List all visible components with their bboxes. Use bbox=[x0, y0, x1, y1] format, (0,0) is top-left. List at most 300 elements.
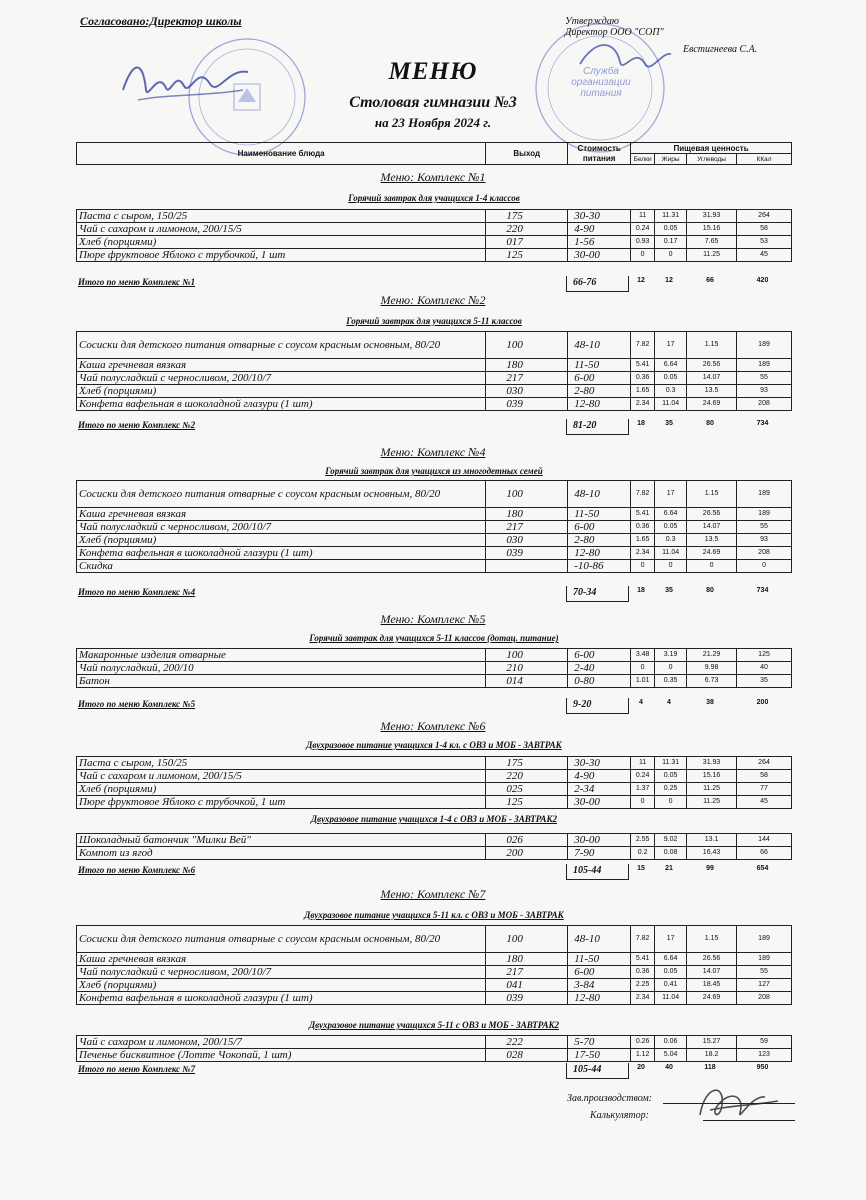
dish-proteins: 1.01 bbox=[631, 675, 655, 688]
group-subtitle: Горячий завтрак для учащихся 1-4 классов bbox=[348, 193, 520, 203]
approved-right-line1: Утверждаю bbox=[565, 16, 619, 27]
dish-kcal: 77 bbox=[737, 783, 792, 796]
dish-output: 220 bbox=[486, 770, 568, 783]
menu-table bbox=[76, 925, 792, 1005]
total-cost: 105-44 bbox=[566, 864, 629, 880]
dish-fats: 0.08 bbox=[655, 847, 687, 860]
dish-carbs: 11.25 bbox=[687, 796, 737, 809]
dish-fats: 17 bbox=[655, 332, 687, 359]
dish-carbs: 15.27 bbox=[687, 1036, 737, 1049]
dish-proteins: 11 bbox=[631, 757, 655, 770]
dish-carbs: 15.16 bbox=[687, 770, 737, 783]
table-row bbox=[77, 372, 792, 385]
dish-fats: 0.06 bbox=[655, 1036, 687, 1049]
total-kcal: 734 bbox=[756, 587, 769, 594]
dish-cost: 2-80 bbox=[568, 534, 631, 547]
dish-fats: 5.04 bbox=[655, 1049, 687, 1062]
table-row bbox=[77, 979, 792, 992]
complex-title: Меню: Комплекс №2 bbox=[380, 293, 486, 307]
header-cost: Стоимость питания bbox=[568, 143, 631, 165]
calculator-line bbox=[703, 1120, 795, 1121]
group-subtitle: Двухразовое питание учащихся 1-4 с ОВЗ и МОБ - ЗАВТРАК2 bbox=[310, 814, 558, 824]
dish-name: Сосиски для детского питания отварные с соусом красным основным, 80/20 bbox=[77, 332, 486, 359]
table-row bbox=[77, 534, 792, 547]
dish-carbs: 16.43 bbox=[687, 847, 737, 860]
dish-cost: 6-00 bbox=[568, 372, 631, 385]
dish-proteins: 5.41 bbox=[631, 359, 655, 372]
dish-carbs: 14.07 bbox=[687, 521, 737, 534]
total-carbs: 66 bbox=[706, 277, 714, 284]
dish-carbs: 26.56 bbox=[687, 508, 737, 521]
dish-cost: 6-00 bbox=[568, 521, 631, 534]
dish-cost: 1-56 bbox=[568, 236, 631, 249]
dish-proteins: 0.93 bbox=[631, 236, 655, 249]
dish-name: Хлеб (порциями) bbox=[77, 385, 486, 398]
dish-output: 100 bbox=[486, 926, 568, 953]
total-label: Итого по меню Комплекс №2 bbox=[78, 420, 196, 430]
table-row bbox=[77, 560, 792, 573]
dish-proteins: 0.36 bbox=[631, 372, 655, 385]
dish-output: 030 bbox=[486, 534, 568, 547]
total-kcal: 420 bbox=[756, 277, 769, 284]
dish-carbs: 15.16 bbox=[687, 223, 737, 236]
dish-name: Хлеб (порциями) bbox=[77, 783, 486, 796]
production-head-line bbox=[663, 1103, 795, 1104]
dish-output: 028 bbox=[486, 1049, 568, 1062]
dish-carbs: 9.98 bbox=[687, 662, 737, 675]
total-proteins: 18 bbox=[637, 420, 645, 427]
header-carbs: Углеводы bbox=[687, 154, 737, 165]
table-row bbox=[77, 770, 792, 783]
dish-fats: 11.04 bbox=[655, 547, 687, 560]
dish-carbs: 13.1 bbox=[687, 834, 737, 847]
dish-name: Конфета вафельная в шоколадной глазури (1 шт) bbox=[77, 398, 486, 411]
calculator-label: Калькулятор: bbox=[590, 1110, 649, 1121]
dish-kcal: 59 bbox=[737, 1036, 792, 1049]
complex-total bbox=[76, 864, 792, 880]
dish-name: Каша гречневая вязкая bbox=[77, 953, 486, 966]
dish-cost: 0-80 bbox=[568, 675, 631, 688]
dish-name: Конфета вафельная в шоколадной глазури (1 шт) bbox=[77, 992, 486, 1005]
dish-carbs: 1.15 bbox=[687, 332, 737, 359]
dish-proteins: 2.25 bbox=[631, 979, 655, 992]
header-output: Выход bbox=[486, 143, 568, 165]
dish-cost: 12-80 bbox=[568, 992, 631, 1005]
dish-carbs: 7.65 bbox=[687, 236, 737, 249]
dish-kcal: 208 bbox=[737, 547, 792, 560]
dish-output: 125 bbox=[486, 249, 568, 262]
menu-table bbox=[76, 648, 792, 688]
total-carbs: 80 bbox=[706, 587, 714, 594]
dish-cost: -10-86 bbox=[568, 560, 631, 573]
dish-name: Чай с сахаром и лимоном, 200/15/5 bbox=[77, 770, 486, 783]
table-row bbox=[77, 223, 792, 236]
dish-kcal: 45 bbox=[737, 249, 792, 262]
dish-proteins: 1.65 bbox=[631, 534, 655, 547]
dish-output: 125 bbox=[486, 796, 568, 809]
dish-kcal: 208 bbox=[737, 992, 792, 1005]
dish-kcal: 189 bbox=[737, 359, 792, 372]
complex-total bbox=[76, 419, 792, 435]
dish-output: 039 bbox=[486, 398, 568, 411]
group-subtitle: Двухразовое питание учащихся 1-4 кл. с ОВЗ и МОБ - ЗАВТРАК bbox=[306, 740, 562, 750]
total-kcal: 654 bbox=[756, 865, 769, 872]
dish-cost: 17-50 bbox=[568, 1049, 631, 1062]
dish-output: 026 bbox=[486, 834, 568, 847]
dish-cost: 11-50 bbox=[568, 953, 631, 966]
dish-name: Чай полусладкий с черносливом, 200/10/7 bbox=[77, 521, 486, 534]
dish-cost: 11-50 bbox=[568, 359, 631, 372]
dish-cost: 30-00 bbox=[568, 796, 631, 809]
dish-name: Сосиски для детского питания отварные с соусом красным основным, 80/20 bbox=[77, 481, 486, 508]
dish-output: 100 bbox=[486, 332, 568, 359]
total-fats: 40 bbox=[665, 1064, 673, 1071]
total-cost: 81-20 bbox=[566, 419, 629, 435]
dish-kcal: 123 bbox=[737, 1049, 792, 1062]
dish-fats: 0.05 bbox=[655, 223, 687, 236]
header-proteins: Белки bbox=[631, 154, 655, 165]
dish-output: 222 bbox=[486, 1036, 568, 1049]
total-label: Итого по меню Комплекс №1 bbox=[78, 277, 196, 287]
table-row bbox=[77, 966, 792, 979]
dish-kcal: 144 bbox=[737, 834, 792, 847]
dish-fats: 6.64 bbox=[655, 953, 687, 966]
header-name: Наименование блюда bbox=[77, 143, 486, 165]
dish-proteins: 7.82 bbox=[631, 332, 655, 359]
table-row bbox=[77, 953, 792, 966]
dish-carbs: 14.07 bbox=[687, 372, 737, 385]
total-cost: 9-20 bbox=[566, 698, 629, 714]
dish-output: 217 bbox=[486, 372, 568, 385]
dish-proteins: 0 bbox=[631, 249, 655, 262]
dish-kcal: 93 bbox=[737, 534, 792, 547]
dish-cost: 30-00 bbox=[568, 834, 631, 847]
dish-proteins: 11 bbox=[631, 210, 655, 223]
dish-carbs: 24.69 bbox=[687, 547, 737, 560]
dish-proteins: 3.48 bbox=[631, 649, 655, 662]
total-cost: 105-44 bbox=[566, 1063, 629, 1079]
dish-carbs: 11.25 bbox=[687, 249, 737, 262]
dish-kcal: 58 bbox=[737, 770, 792, 783]
total-proteins: 20 bbox=[637, 1064, 645, 1071]
dish-cost: 6-00 bbox=[568, 966, 631, 979]
total-fats: 35 bbox=[665, 587, 673, 594]
dish-cost: 48-10 bbox=[568, 332, 631, 359]
group-subtitle: Двухразовое питание учащихся 5-11 с ОВЗ и МОБ - ЗАВТРАК2 bbox=[308, 1020, 560, 1030]
dish-proteins: 7.82 bbox=[631, 481, 655, 508]
group-subtitle: Двухразовое питание учащихся 5-11 кл. с ОВЗ и МОБ - ЗАВТРАК bbox=[304, 910, 564, 920]
dish-name: Макаронные изделия отварные bbox=[77, 649, 486, 662]
dish-proteins: 0 bbox=[631, 560, 655, 573]
total-carbs: 99 bbox=[706, 865, 714, 872]
table-row bbox=[77, 847, 792, 860]
total-kcal: 734 bbox=[756, 420, 769, 427]
table-row bbox=[77, 1049, 792, 1062]
table-row bbox=[77, 547, 792, 560]
complex-total bbox=[76, 276, 792, 292]
dish-fats: 0.05 bbox=[655, 966, 687, 979]
dish-carbs: 6.73 bbox=[687, 675, 737, 688]
dish-output: 030 bbox=[486, 385, 568, 398]
dish-output: 220 bbox=[486, 223, 568, 236]
dish-carbs: 24.69 bbox=[687, 398, 737, 411]
dish-name: Паста с сыром, 150/25 bbox=[77, 210, 486, 223]
total-proteins: 18 bbox=[637, 587, 645, 594]
menu-table bbox=[76, 331, 792, 411]
table-row bbox=[77, 332, 792, 359]
dish-carbs: 18.45 bbox=[687, 979, 737, 992]
table-row bbox=[77, 385, 792, 398]
table-row bbox=[77, 249, 792, 262]
total-cost: 70-34 bbox=[566, 586, 629, 602]
dish-cost: 30-00 bbox=[568, 249, 631, 262]
table-row bbox=[77, 757, 792, 770]
dish-output: 200 bbox=[486, 847, 568, 860]
dish-proteins: 2.34 bbox=[631, 398, 655, 411]
dish-carbs: 26.56 bbox=[687, 359, 737, 372]
dish-output: 217 bbox=[486, 521, 568, 534]
dish-carbs: 0 bbox=[687, 560, 737, 573]
dish-name: Хлеб (порциями) bbox=[77, 979, 486, 992]
table-row bbox=[77, 834, 792, 847]
dish-cost: 30-30 bbox=[568, 757, 631, 770]
dish-output: 180 bbox=[486, 508, 568, 521]
dish-proteins: 1.65 bbox=[631, 385, 655, 398]
page-subtitle: Столовая гимназии №3 bbox=[349, 94, 517, 111]
stamp-line: питания bbox=[580, 88, 622, 99]
table-row bbox=[77, 508, 792, 521]
dish-fats: 11.31 bbox=[655, 757, 687, 770]
dish-carbs: 24.69 bbox=[687, 992, 737, 1005]
dish-fats: 0.3 bbox=[655, 534, 687, 547]
dish-kcal: 66 bbox=[737, 847, 792, 860]
dish-kcal: 55 bbox=[737, 521, 792, 534]
dish-output: 039 bbox=[486, 992, 568, 1005]
table-row bbox=[77, 236, 792, 249]
dish-kcal: 93 bbox=[737, 385, 792, 398]
table-row bbox=[77, 210, 792, 223]
dish-name: Каша гречневая вязкая bbox=[77, 359, 486, 372]
table-row bbox=[77, 359, 792, 372]
dish-carbs: 18.2 bbox=[687, 1049, 737, 1062]
total-fats: 12 bbox=[665, 277, 673, 284]
dish-output: 180 bbox=[486, 359, 568, 372]
dish-kcal: 189 bbox=[737, 508, 792, 521]
dish-fats: 0.25 bbox=[655, 783, 687, 796]
table-row bbox=[77, 1036, 792, 1049]
dish-kcal: 55 bbox=[737, 372, 792, 385]
dish-fats: 6.64 bbox=[655, 508, 687, 521]
dish-proteins: 5.41 bbox=[631, 508, 655, 521]
complex-title: Меню: Комплекс №7 bbox=[380, 887, 486, 901]
dish-cost: 48-10 bbox=[568, 481, 631, 508]
dish-proteins: 0.24 bbox=[631, 223, 655, 236]
table-row bbox=[77, 662, 792, 675]
total-fats: 21 bbox=[665, 865, 673, 872]
total-label: Итого по меню Комплекс №6 bbox=[78, 865, 196, 875]
dish-proteins: 0 bbox=[631, 662, 655, 675]
approved-right bbox=[565, 16, 758, 55]
dish-kcal: 53 bbox=[737, 236, 792, 249]
dish-proteins: 0.36 bbox=[631, 966, 655, 979]
dish-name: Хлеб (порциями) bbox=[77, 236, 486, 249]
dish-cost: 12-80 bbox=[568, 398, 631, 411]
dish-kcal: 0 bbox=[737, 560, 792, 573]
dish-kcal: 125 bbox=[737, 649, 792, 662]
table-row bbox=[77, 992, 792, 1005]
dish-cost: 2-80 bbox=[568, 385, 631, 398]
complex-total bbox=[76, 586, 792, 602]
header-fats: Жиры bbox=[655, 154, 687, 165]
dish-cost: 30-30 bbox=[568, 210, 631, 223]
dish-fats: 0 bbox=[655, 249, 687, 262]
dish-proteins: 5.41 bbox=[631, 953, 655, 966]
dish-fats: 11.04 bbox=[655, 398, 687, 411]
approved-right-name: Евстигнеева С.А. bbox=[683, 44, 758, 55]
dish-proteins: 0 bbox=[631, 796, 655, 809]
dish-output: 017 bbox=[486, 236, 568, 249]
dish-output bbox=[486, 560, 568, 573]
dish-name: Сосиски для детского питания отварные с соусом красным основным, 80/20 bbox=[77, 926, 486, 953]
dish-cost: 3-84 bbox=[568, 979, 631, 992]
dish-carbs: 31.93 bbox=[687, 210, 737, 223]
menu-table bbox=[76, 209, 792, 262]
menu-table bbox=[76, 756, 792, 809]
dish-cost: 2-40 bbox=[568, 662, 631, 675]
dish-kcal: 35 bbox=[737, 675, 792, 688]
dish-proteins: 0.36 bbox=[631, 521, 655, 534]
table-row bbox=[77, 796, 792, 809]
dish-fats: 0.05 bbox=[655, 521, 687, 534]
menu-date: на 23 Ноября 2024 г. bbox=[374, 115, 492, 130]
dish-name: Чай полусладкий, 200/10 bbox=[77, 662, 486, 675]
total-kcal: 200 bbox=[756, 699, 769, 706]
dish-fats: 0.35 bbox=[655, 675, 687, 688]
dish-carbs: 26.56 bbox=[687, 953, 737, 966]
menu-table bbox=[76, 480, 792, 573]
dish-name: Скидка bbox=[77, 560, 486, 573]
total-label: Итого по меню Комплекс №7 bbox=[78, 1064, 196, 1074]
dish-name: Печенье бисквитное (Лотте Чокопай, 1 шт) bbox=[77, 1049, 486, 1062]
dish-output: 025 bbox=[486, 783, 568, 796]
dish-fats: 0.41 bbox=[655, 979, 687, 992]
dish-proteins: 0.24 bbox=[631, 770, 655, 783]
dish-output: 039 bbox=[486, 547, 568, 560]
dish-fats: 0.05 bbox=[655, 770, 687, 783]
dish-fats: 0.05 bbox=[655, 372, 687, 385]
dish-kcal: 40 bbox=[737, 662, 792, 675]
dish-carbs: 1.15 bbox=[687, 481, 737, 508]
dish-proteins: 2.55 bbox=[631, 834, 655, 847]
dish-carbs: 14.07 bbox=[687, 966, 737, 979]
dish-carbs: 21.29 bbox=[687, 649, 737, 662]
menu-table bbox=[76, 833, 792, 860]
total-proteins: 15 bbox=[637, 865, 645, 872]
dish-carbs: 1.15 bbox=[687, 926, 737, 953]
dish-fats: 17 bbox=[655, 481, 687, 508]
dish-proteins: 1.37 bbox=[631, 783, 655, 796]
complex-total bbox=[76, 698, 792, 714]
dish-kcal: 127 bbox=[737, 979, 792, 992]
dish-carbs: 13.5 bbox=[687, 534, 737, 547]
table-row bbox=[77, 398, 792, 411]
stamp-line: организации bbox=[571, 77, 631, 88]
dish-carbs: 31.93 bbox=[687, 757, 737, 770]
dish-fats: 3.19 bbox=[655, 649, 687, 662]
dish-name: Пюре фруктовое Яблоко с трубочкой, 1 шт bbox=[77, 249, 486, 262]
dish-output: 217 bbox=[486, 966, 568, 979]
table-row bbox=[77, 649, 792, 662]
dish-fats: 11.31 bbox=[655, 210, 687, 223]
total-label: Итого по меню Комплекс №5 bbox=[78, 699, 196, 709]
table-row bbox=[77, 521, 792, 534]
dish-cost: 2-34 bbox=[568, 783, 631, 796]
dish-output: 175 bbox=[486, 210, 568, 223]
approved-left: Согласовано:Директор школы bbox=[80, 14, 242, 28]
dish-output: 014 bbox=[486, 675, 568, 688]
dish-cost: 12-80 bbox=[568, 547, 631, 560]
dish-kcal: 189 bbox=[737, 953, 792, 966]
dish-cost: 6-00 bbox=[568, 649, 631, 662]
dish-name: Конфета вафельная в шоколадной глазури (1 шт) bbox=[77, 547, 486, 560]
complex-title: Меню: Комплекс №4 bbox=[380, 445, 486, 459]
dish-kcal: 189 bbox=[737, 481, 792, 508]
dish-cost: 7-90 bbox=[568, 847, 631, 860]
dish-name: Компот из ягод bbox=[77, 847, 486, 860]
dish-proteins: 2.34 bbox=[631, 547, 655, 560]
total-carbs: 38 bbox=[706, 699, 714, 706]
table-row bbox=[77, 926, 792, 953]
dish-name: Шоколадный батончик "Милки Вей" bbox=[77, 834, 486, 847]
total-fats: 4 bbox=[667, 699, 671, 706]
group-subtitle: Горячий завтрак для учащихся 5-11 классов bbox=[346, 316, 522, 326]
total-cost: 66-76 bbox=[566, 276, 629, 292]
dish-cost: 4-90 bbox=[568, 223, 631, 236]
page-title: МЕНЮ bbox=[388, 58, 478, 85]
dish-kcal: 208 bbox=[737, 398, 792, 411]
complex-title: Меню: Комплекс №1 bbox=[380, 170, 486, 184]
dish-fats: 0.17 bbox=[655, 236, 687, 249]
dish-kcal: 264 bbox=[737, 757, 792, 770]
dish-proteins: 2.34 bbox=[631, 992, 655, 1005]
complex-title: Меню: Комплекс №6 bbox=[380, 719, 486, 733]
dish-kcal: 189 bbox=[737, 926, 792, 953]
total-fats: 35 bbox=[665, 420, 673, 427]
dish-name: Чай с сахаром и лимоном, 200/15/7 bbox=[77, 1036, 486, 1049]
dish-carbs: 11.25 bbox=[687, 783, 737, 796]
menu-table bbox=[76, 1035, 792, 1062]
dish-name: Чай полусладкий с черносливом, 200/10/7 bbox=[77, 372, 486, 385]
dish-kcal: 189 bbox=[737, 332, 792, 359]
header-nutrition: Пищевая ценность bbox=[631, 143, 792, 154]
stamp-line: Служба bbox=[583, 66, 619, 77]
table-row bbox=[77, 481, 792, 508]
dish-fats: 0 bbox=[655, 796, 687, 809]
dish-kcal: 58 bbox=[737, 223, 792, 236]
total-carbs: 118 bbox=[704, 1064, 716, 1071]
group-subtitle: Горячий завтрак для учащихся из многодетных семей bbox=[325, 466, 543, 476]
header-kcal: ККал bbox=[737, 154, 792, 165]
dish-name: Каша гречневая вязкая bbox=[77, 508, 486, 521]
dish-cost: 11-50 bbox=[568, 508, 631, 521]
dish-carbs: 13.5 bbox=[687, 385, 737, 398]
dish-fats: 11.04 bbox=[655, 992, 687, 1005]
dish-output: 175 bbox=[486, 757, 568, 770]
complex-total bbox=[76, 1063, 792, 1079]
table-header bbox=[76, 142, 792, 165]
dish-fats: 0.3 bbox=[655, 385, 687, 398]
dish-kcal: 55 bbox=[737, 966, 792, 979]
